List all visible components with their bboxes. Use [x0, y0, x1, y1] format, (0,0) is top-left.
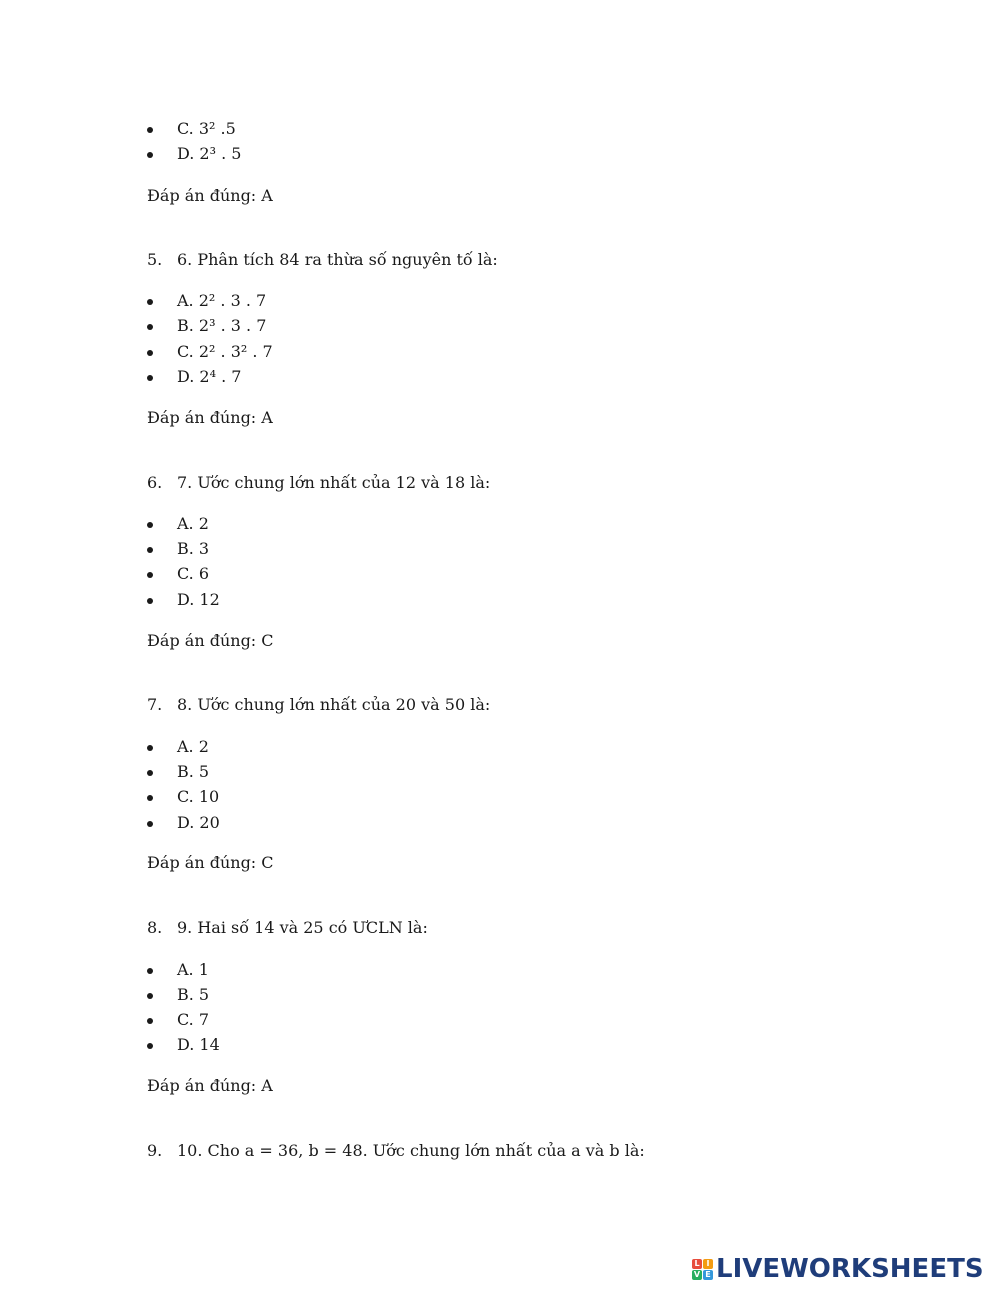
question-text: 6. Phân tích 84 ra thừa số nguyên tố là: [177, 250, 498, 269]
option-item: C. 2² . 3² . 7 [177, 342, 273, 361]
question-number: 8. [147, 918, 163, 937]
bullet-icon [147, 1018, 153, 1024]
option-item: B. 5 [177, 762, 210, 781]
question-text: 10. Cho a = 36, b = 48. Ước chung lớn nhất của a và b là: [177, 1141, 645, 1160]
bullet-icon [147, 299, 153, 305]
logo-badge-l: L [692, 1259, 702, 1269]
logo-text: LIVEWORKSHEETS [716, 1254, 984, 1284]
bullet-icon [147, 350, 153, 356]
option-item: D. 12 [177, 590, 220, 609]
bullet-icon [147, 375, 153, 381]
bullet-icon [147, 522, 153, 528]
bullet-icon [147, 547, 153, 553]
question-text: 7. Ước chung lớn nhất của 12 và 18 là: [177, 473, 491, 492]
option-item: C. 7 [177, 1010, 210, 1029]
option-item: D. 14 [177, 1035, 220, 1054]
bullet-icon [147, 770, 153, 776]
question-number: 9. [147, 1141, 163, 1160]
answer-text: Đáp án đúng: C [147, 853, 274, 872]
bullet-icon [147, 572, 153, 578]
bullet-icon [147, 745, 153, 751]
option-item: D. 20 [177, 813, 220, 832]
question-text: 8. Ước chung lớn nhất của 20 và 50 là: [177, 695, 491, 714]
option-item: B. 3 [177, 539, 210, 558]
answer-text: Đáp án đúng: A [147, 186, 273, 205]
option-item: A. 1 [177, 960, 209, 979]
bullet-icon [147, 993, 153, 999]
option-item: D. 2³ . 5 [177, 144, 242, 163]
answer-text: Đáp án đúng: A [147, 1076, 273, 1095]
liveworksheets-logo [692, 1254, 984, 1284]
option-item: C. 6 [177, 564, 210, 583]
option-item: A. 2² . 3 . 7 [177, 291, 267, 310]
logo-badge-v: V [693, 1269, 701, 1279]
liveworksheets-logo-icon [692, 1259, 713, 1280]
bullet-icon [147, 821, 153, 827]
question-text: 9. Hai số 14 và 25 có ƯCLN là: [177, 918, 428, 937]
option-item: A. 2 [177, 737, 209, 756]
bullet-icon [147, 598, 153, 604]
answer-text: Đáp án đúng: C [147, 631, 274, 650]
bullet-icon [147, 968, 153, 974]
option-item: A. 2 [177, 514, 209, 533]
question-number: 5. [147, 250, 163, 269]
bullet-icon [147, 152, 153, 158]
option-item: D. 2⁴ . 7 [177, 367, 242, 386]
bullet-icon [147, 324, 153, 330]
option-item: C. 3² .5 [177, 119, 236, 138]
answer-text: Đáp án đúng: A [147, 408, 273, 427]
bullet-icon [147, 795, 153, 801]
option-item: B. 5 [177, 985, 210, 1004]
option-item: C. 10 [177, 787, 220, 806]
question-number: 6. [147, 473, 163, 492]
bullet-icon [147, 127, 153, 133]
option-item: B. 2³ . 3 . 7 [177, 316, 267, 335]
logo-badge-i: I [703, 1259, 713, 1269]
question-number: 7. [147, 695, 163, 714]
logo-badge-e: E [703, 1270, 713, 1280]
bullet-icon [147, 1043, 153, 1049]
